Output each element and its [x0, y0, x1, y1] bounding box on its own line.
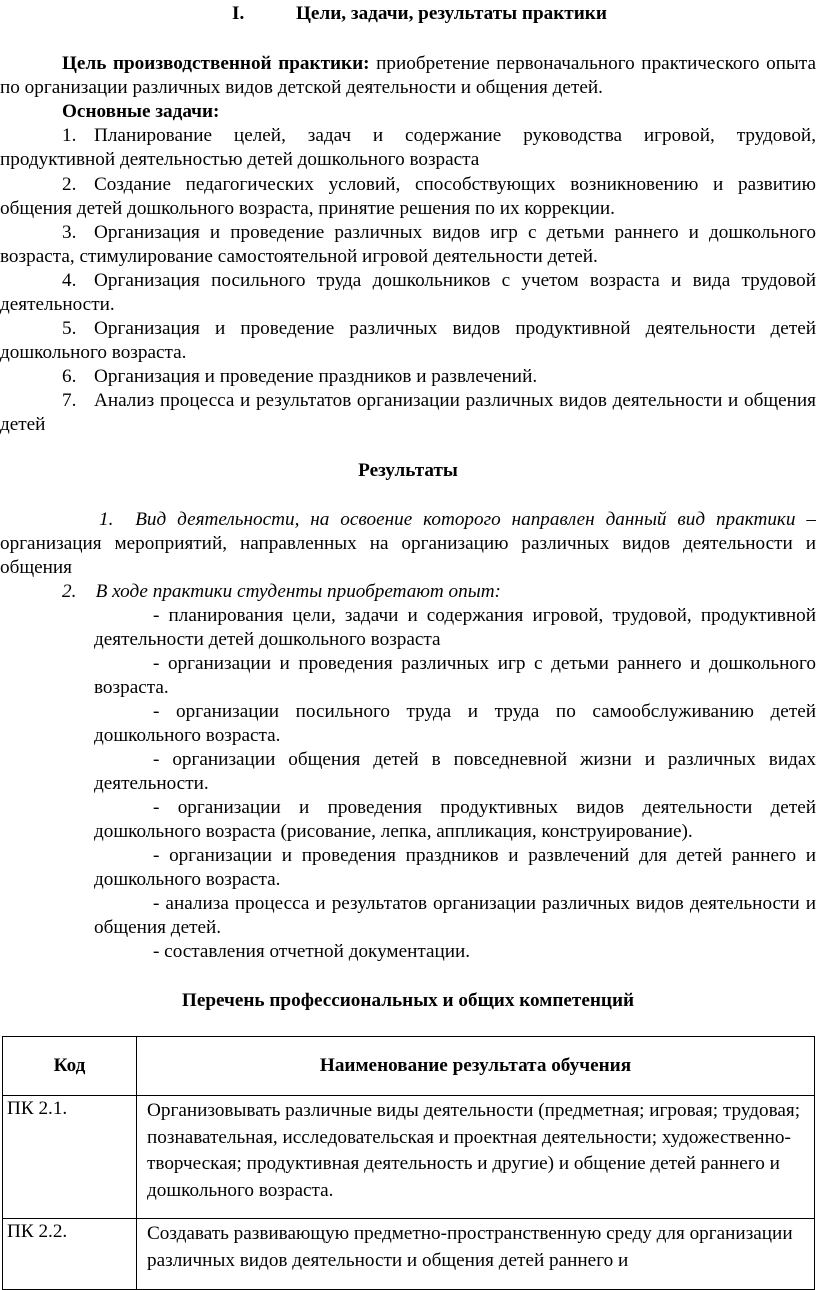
experience-item: - планирования цели, задачи и содержания игровой, трудовой, продуктивной деятельности детей дошкольного возраста: [94, 605, 816, 651]
section-title: Цели, задачи, результаты практики: [296, 3, 607, 24]
competencies-table: [2, 1036, 815, 1290]
task-item: 7. Анализ процесса и результатов организации различных видов деятельности и общения детей: [0, 390, 816, 436]
task-item: 2. Создание педагогических условий, способствующих возникновению и развитию общения детей дошкольного возраста, принятие решения по их коррекции.: [0, 174, 816, 220]
competency-name: Создавать развивающую предметно-пространственную среду для организации различных видов деятельности и общения детей раннего и: [137, 1219, 815, 1289]
competency-code: ПК 2.2.: [3, 1219, 137, 1289]
table-row: [3, 1219, 815, 1289]
competency-name: Организовывать различные виды деятельности (предметная; игровая; трудовая; познавательная, исследовательская и проектная деятельности; художественно-творческая; продуктивная деятельность и другие) и общение детей раннего и дошкольного возраста.: [137, 1096, 815, 1219]
section-number: I.: [232, 3, 245, 24]
task-item: 6. Организация и проведение праздников и развлечений.: [62, 366, 538, 387]
result-item-2-number: 2.: [62, 581, 77, 602]
column-header-code: Код: [3, 1037, 137, 1096]
section-heading: [0, 2, 816, 28]
experience-item: - организации и проведения различных игр с детьми раннего и дошкольного возраста.: [94, 653, 816, 699]
experience-item: - организации и проведения праздников и развлечений для детей раннего и дошкольного возраста.: [94, 845, 816, 891]
competency-code: ПК 2.1.: [3, 1096, 137, 1219]
experience-item: - составления отчетной документации.: [153, 941, 471, 962]
task-item: 4. Организация посильного труда дошкольников с учетом возраста и вида трудовой деятельности.: [0, 270, 816, 316]
goal-paragraph: [0, 52, 816, 100]
experience-item: - организации общения детей в повседневной жизни и различных видах деятельности.: [94, 749, 816, 795]
tasks-label: Основные задачи:: [62, 101, 220, 122]
experience-item: - анализа процесса и результатов организации различных видов деятельности и общения детей.: [94, 893, 816, 939]
task-item: 3. Организация и проведение различных видов игр с детьми раннего и дошкольного возраста, стимулирование самостоятельной игровой деятельности детей.: [0, 222, 816, 268]
result-item-1-number: 1.: [99, 509, 114, 530]
result-item-2-italic: В ходе практики студенты приобретают опыт:: [95, 581, 501, 602]
experience-item: - организации посильного труда и труда по самообслуживанию детей дошкольного возраста.: [94, 701, 816, 747]
result-item-1: [0, 508, 816, 581]
results-title: Результаты: [358, 460, 458, 481]
task-item: 1. Планирование целей, задач и содержание руководства игровой, трудовой, продуктивной деятельностью детей дошкольного возраста: [0, 125, 816, 171]
table-header-row: [3, 1037, 815, 1096]
goal-label: Цель производственной практики:: [62, 53, 370, 74]
tasks-heading: [0, 100, 816, 124]
competencies-title: Перечень профессиональных и общих компетенций: [181, 990, 635, 1011]
experience-item: - организации и проведения продуктивных видов деятельности детей дошкольного возраста (рисование, лепка, аппликация, конструирование).: [94, 797, 816, 843]
column-header-name: Наименование результата обучения: [137, 1037, 815, 1096]
result-item-1-italic: Вид деятельности, на освоение которого направлен данный вид практики: [135, 509, 796, 530]
result-item-2: [62, 580, 816, 604]
result-item-1-text: – организация мероприятий, направленных на организацию различных видов деятельности и общения: [0, 509, 816, 579]
task-item: 5. Организация и проведение различных видов продуктивной деятельности детей дошкольного возраста.: [0, 318, 816, 364]
table-row: [3, 1096, 815, 1219]
goal-text: приобретение первоначального практического опыта по организации различных видов детской деятельности и общения детей.: [0, 53, 816, 99]
